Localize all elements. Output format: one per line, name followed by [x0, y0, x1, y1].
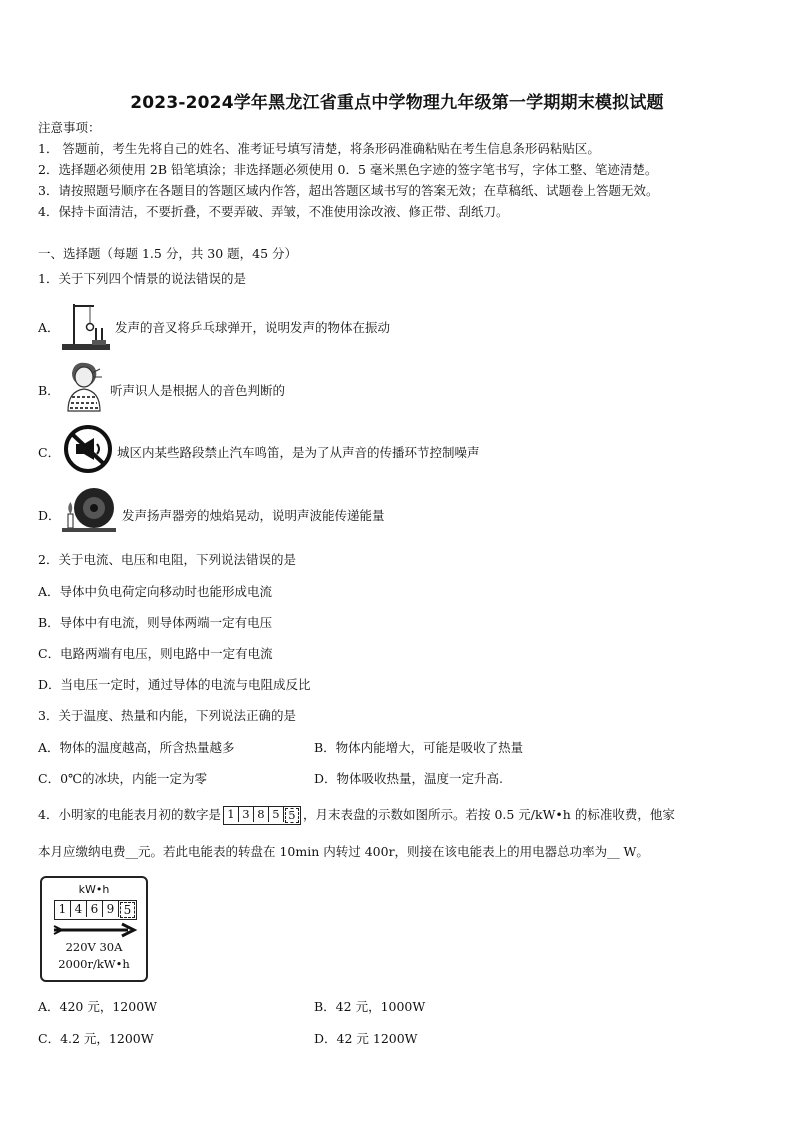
option-letter: D． [38, 508, 61, 523]
question-1-stem: 1．关于下列四个情景的说法错误的是 [38, 271, 246, 286]
q4-option-b[interactable]: B．42 元，1000W [314, 999, 426, 1014]
notice-item: 4．保持卡面清洁，不要折叠，不要弄破、弄皱，不准使用涂改液、修正带、刮纸刀。 [38, 204, 509, 219]
notice-item: 2．选择题必须使用 2B 铅笔填涂；非选择题必须使用 0．5 毫米黑色字迹的签字笔书写，字体工整、笔迹清楚。 [38, 162, 658, 177]
notice-heading: 注意事项： [38, 120, 101, 135]
q2-option-a[interactable]: A．导体中负电荷定向移动时也能形成电流 [38, 584, 273, 599]
option-letter: C． [38, 445, 61, 460]
rotation-arrow-icon [50, 922, 138, 938]
section-heading: 一、选择题（每题 1.5 分，共 30 题，45 分） [38, 246, 298, 261]
digit: 8 [254, 807, 269, 822]
q3-option-d[interactable]: D．物体吸收热量，温度一定升高. [314, 771, 503, 786]
option-letter: A． [38, 320, 60, 335]
meter-unit: kW•h [78, 883, 110, 896]
q2-option-c[interactable]: C．电路两端有电压，则电路中一定有电流 [38, 646, 273, 661]
digit: 6 [87, 901, 103, 917]
digit: 3 [239, 807, 254, 822]
electric-meter-figure [40, 876, 148, 982]
q3-option-b[interactable]: B．物体内能增大，可能是吸收了热量 [314, 740, 524, 755]
digit-decimal: 5 [285, 808, 299, 823]
digit: 1 [224, 807, 239, 822]
option-text: 发声的音叉将乒乓球弹开，说明发声的物体在振动 [115, 320, 391, 335]
q3-option-a[interactable]: A．物体的温度越高，所含热量越多 [38, 740, 235, 755]
speaker-candle-icon [60, 482, 118, 534]
person-listening-icon [60, 359, 106, 413]
q4-option-d[interactable]: D．42 元 1200W [314, 1031, 418, 1046]
q2-option-d[interactable]: D．当电压一定时，通过导体的电流与电阻成反比 [38, 677, 311, 692]
q2-option-b[interactable]: B．导体中有电流，则导体两端一定有电压 [38, 615, 273, 630]
q3-option-c[interactable]: C．0℃的冰块，内能一定为零 [38, 771, 208, 786]
meter-constant: 2000r/kW•h [58, 957, 130, 971]
digit: 4 [71, 901, 87, 917]
question-2-stem: 2．关于电流、电压和电阻，下列说法错误的是 [38, 552, 296, 567]
question-3-stem: 3．关于温度、热量和内能，下列说法正确的是 [38, 708, 296, 723]
no-honking-sign-icon [62, 424, 114, 474]
meter-rating: 220V 30A [65, 940, 123, 954]
page-title: 2023-2024学年黑龙江省重点中学物理九年级第一学期期末模拟试题 [130, 93, 664, 113]
tuning-fork-ball-icon [60, 298, 112, 352]
digit-decimal: 5 [120, 902, 135, 918]
q4-option-a[interactable]: A．420 元，1200W [38, 999, 158, 1014]
option-text: 发声扬声器旁的烛焰晃动，说明声波能传递能量 [122, 508, 385, 523]
meter-start-reading [223, 806, 301, 825]
q4-stem-before: 4．小明家的电能表月初的数字是 [38, 807, 221, 822]
digit: 1 [55, 901, 71, 917]
notice-item: 1． 答题前，考生先将自己的姓名、准考证号填写清楚，将条形码准确粘贴在考生信息条形码粘贴区。 [38, 141, 600, 156]
digit: 9 [103, 901, 119, 917]
meter-end-reading [54, 900, 137, 920]
q4-option-c[interactable]: C．4.2 元，1200W [38, 1031, 154, 1046]
question-4-stem-line2: 本月应缴纳电费__元。若此电能表的转盘在 10min 内转过 400r，则接在该电能表上的用电器总功率为__ W。 [38, 844, 649, 859]
option-text: 城区内某些路段禁止汽车鸣笛，是为了从声音的传播环节控制噪声 [117, 445, 480, 460]
notice-item: 3．请按照题号顺序在各题目的答题区域内作答，超出答题区域书写的答案无效；在草稿纸、试题卷上答题无效。 [38, 183, 659, 198]
question-4-stem [38, 806, 675, 825]
option-letter: B． [38, 383, 60, 398]
option-text: 听声识人是根据人的音色判断的 [110, 383, 286, 398]
digit: 5 [269, 807, 284, 822]
q4-stem-after: ，月末表盘的示数如图所示。若按 0.5 元/kW•h 的标准收费，他家 [302, 807, 675, 822]
